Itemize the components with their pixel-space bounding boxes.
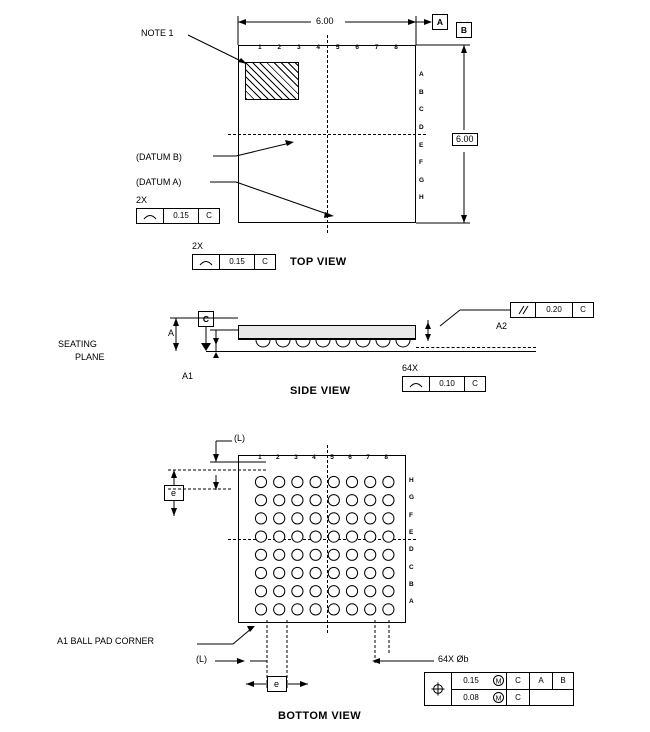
bottom-lead-label-top: (L) — [234, 433, 245, 443]
top-tolerance-value-upper: 0.15 — [164, 209, 199, 223]
side-parallelism-value: 0.20 — [536, 303, 573, 317]
side-dim-a2-label: A2 — [496, 321, 508, 331]
top-tolerance-datum-lower: C — [262, 257, 268, 266]
position-crosshair-glyph — [431, 682, 445, 696]
column-label: 1 — [258, 44, 262, 51]
row-label: A — [409, 598, 414, 606]
row-label: E — [409, 529, 414, 537]
a1-ball-pad-corner-label: A1 BALL PAD CORNER — [57, 636, 155, 646]
column-label: 8 — [384, 454, 388, 461]
bottom-pitch-label-vertical: e — [171, 488, 177, 498]
top-height-dimension-value: 6.00 — [452, 133, 478, 146]
position-tolerance-row — [452, 673, 573, 690]
material-modifier-icon — [490, 690, 507, 706]
seating-plane-label-line1: SEATING — [58, 339, 97, 349]
position-tolerance-datum: C — [507, 690, 530, 706]
column-label: 2 — [277, 44, 282, 51]
top-width-dimension-value: 6.00 — [316, 16, 334, 26]
seating-plane-label-line2: PLANE — [75, 352, 105, 362]
position-crosshair-icon — [425, 673, 452, 705]
column-label: 2 — [276, 454, 280, 461]
material-modifier-icon — [490, 673, 507, 689]
top-tolerance-datum-upper: C — [206, 211, 212, 220]
column-label: 5 — [330, 454, 334, 461]
row-label: D — [409, 546, 414, 554]
ball-diameter-label: 64X Øb — [438, 654, 469, 664]
column-label: 3 — [296, 44, 301, 51]
side-view-title: SIDE VIEW — [290, 385, 351, 397]
column-label: 5 — [335, 44, 340, 51]
datum-b-top: B — [456, 22, 472, 38]
bottom-lead-label-bottom: (L) — [196, 654, 207, 664]
datum-a-label: (DATUM A) — [136, 177, 182, 187]
position-tolerance-datum: C — [507, 673, 530, 689]
column-label: 3 — [294, 454, 298, 461]
position-tolerance-value: 0.08 — [463, 692, 479, 702]
row-label: D — [419, 123, 424, 131]
mmc-circle-m-glyph — [493, 675, 504, 686]
row-label: C — [409, 563, 414, 571]
bottom-view-title: BOTTOM VIEW — [278, 710, 362, 722]
column-label: 7 — [374, 44, 379, 51]
position-tolerance-value: 0.15 — [463, 676, 479, 686]
row-label: G — [409, 494, 415, 502]
svg-text:M: M — [495, 695, 501, 703]
position-tolerance-frame — [424, 672, 574, 706]
position-tolerance-rows — [452, 673, 573, 705]
row-label: B — [419, 88, 424, 96]
position-tolerance-blank — [530, 690, 573, 706]
column-label: 4 — [312, 454, 316, 461]
column-label: 1 — [258, 454, 262, 461]
datum-c-side: C — [198, 311, 214, 327]
row-label: F — [409, 511, 413, 519]
row-label: F — [419, 159, 423, 167]
top-tolerance-value-lower: 0.15 — [220, 255, 255, 269]
row-label: B — [409, 581, 414, 589]
position-tolerance-datum: B — [560, 676, 566, 686]
datum-a-top: A — [432, 14, 448, 30]
side-dim-a1-label: A1 — [182, 371, 194, 381]
datum-b-label: (DATUM B) — [136, 152, 182, 162]
column-label: 4 — [316, 44, 321, 51]
column-label: 7 — [366, 454, 370, 461]
top-tolerance-qty-upper: 2X — [136, 195, 148, 205]
side-dim-a-label: A — [168, 328, 175, 338]
row-label: G — [419, 176, 425, 184]
column-label: 8 — [394, 44, 398, 51]
side-coplanarity-value: 0.10 — [430, 377, 465, 391]
top-tolerance-qty-lower: 2X — [192, 241, 204, 251]
row-label: H — [409, 477, 414, 484]
svg-text:M: M — [495, 678, 501, 686]
row-label: H — [419, 194, 424, 202]
row-label: A — [419, 71, 424, 78]
column-label: 6 — [355, 44, 359, 51]
position-tolerance-row — [452, 690, 573, 706]
bottom-pitch-label-horizontal: e — [274, 679, 280, 689]
mmc-circle-m-glyph — [493, 692, 504, 703]
side-coplanarity-datum: C — [472, 379, 478, 388]
side-coplanarity-qty: 64X — [402, 363, 419, 373]
row-label: C — [419, 106, 424, 114]
note1-label: NOTE 1 — [141, 28, 174, 38]
top-view-title: TOP VIEW — [290, 256, 347, 268]
position-tolerance-datum: A — [530, 673, 553, 689]
side-parallelism-datum: C — [580, 305, 586, 314]
row-label: E — [419, 141, 424, 149]
column-label: 6 — [348, 454, 352, 461]
